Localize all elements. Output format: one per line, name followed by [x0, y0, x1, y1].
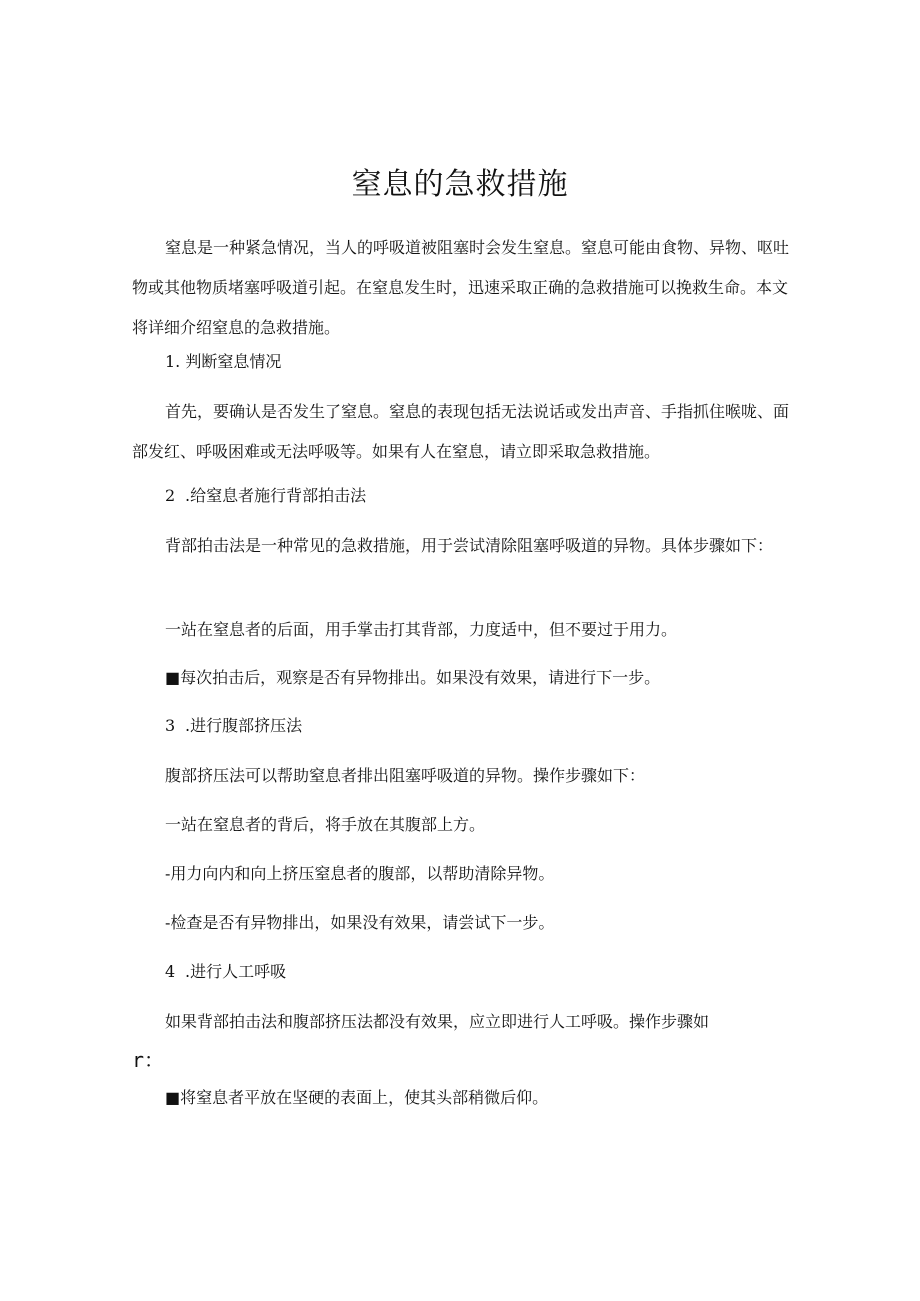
section-3-step-1: 一站在窒息者的背后，将手放在其腹部上方。: [165, 815, 486, 834]
section-2-step-1: 一站在窒息者的后面，用手掌击打其背部，力度适中，但不要过于用力。: [165, 620, 678, 639]
section-3-body: 腹部挤压法可以帮助窒息者排出阻塞呼吸道的异物。操作步骤如下：: [165, 766, 646, 785]
section-2-body: 背部拍击法是一种常见的急救措施，用于尝试清除阻塞呼吸道的异物。具体步骤如下：: [165, 536, 774, 555]
section-3-step-3: -检查是否有异物排出，如果没有效果，请尝试下一步。: [165, 913, 555, 932]
section-4-number: 4: [165, 962, 176, 981]
section-2-title: .给窒息者施行背部拍击法: [185, 486, 367, 505]
section-2-heading: [165, 484, 366, 508]
section-1-body: 首先，要确认是否发生了窒息。窒息的表现包括无法说话或发出声音、手指抓住喉咙、面部发红、呼吸困难或无法呼吸等。如果有人在窒息，请立即采取急救措施。: [132, 402, 790, 461]
section-3-step-2: -用力向内和向上挤压窒息者的腹部，以帮助清除异物。: [165, 864, 555, 883]
section-4-body-tail: r：: [132, 1048, 165, 1072]
section-4-title: .进行人工呼吸: [185, 962, 287, 981]
section-2-number: 2: [165, 486, 176, 505]
section-3-heading: [165, 714, 302, 738]
section-2-step-2: ■每次拍击后，观察是否有异物排出。如果没有效果，请进行下一步。: [165, 668, 661, 687]
section-4-body: 如果背部拍击法和腹部挤压法都没有效果，应立即进行人工呼吸。操作步骤如: [165, 1012, 710, 1031]
page-title: 窒息的急救措施: [351, 167, 569, 202]
intro-paragraph: 窒息是一种紧急情况，当人的呼吸道被阻塞时会发生窒息。窒息可能由食物、异物、呕吐物或其他物质堵塞呼吸道引起。在窒息发生时，迅速采取正确的急救措施可以挽救生命。本文将详细介绍窒息的急救措施。: [132, 238, 790, 337]
section-4-heading: [165, 960, 286, 984]
section-3-number: 3: [165, 716, 176, 735]
section-1-heading: 1. 判断窒息情况: [165, 352, 282, 371]
section-3-title: .进行腹部挤压法: [185, 716, 303, 735]
section-4-step-1: ■将窒息者平放在坚硬的表面上，使其头部稍微后仰。: [165, 1088, 549, 1107]
